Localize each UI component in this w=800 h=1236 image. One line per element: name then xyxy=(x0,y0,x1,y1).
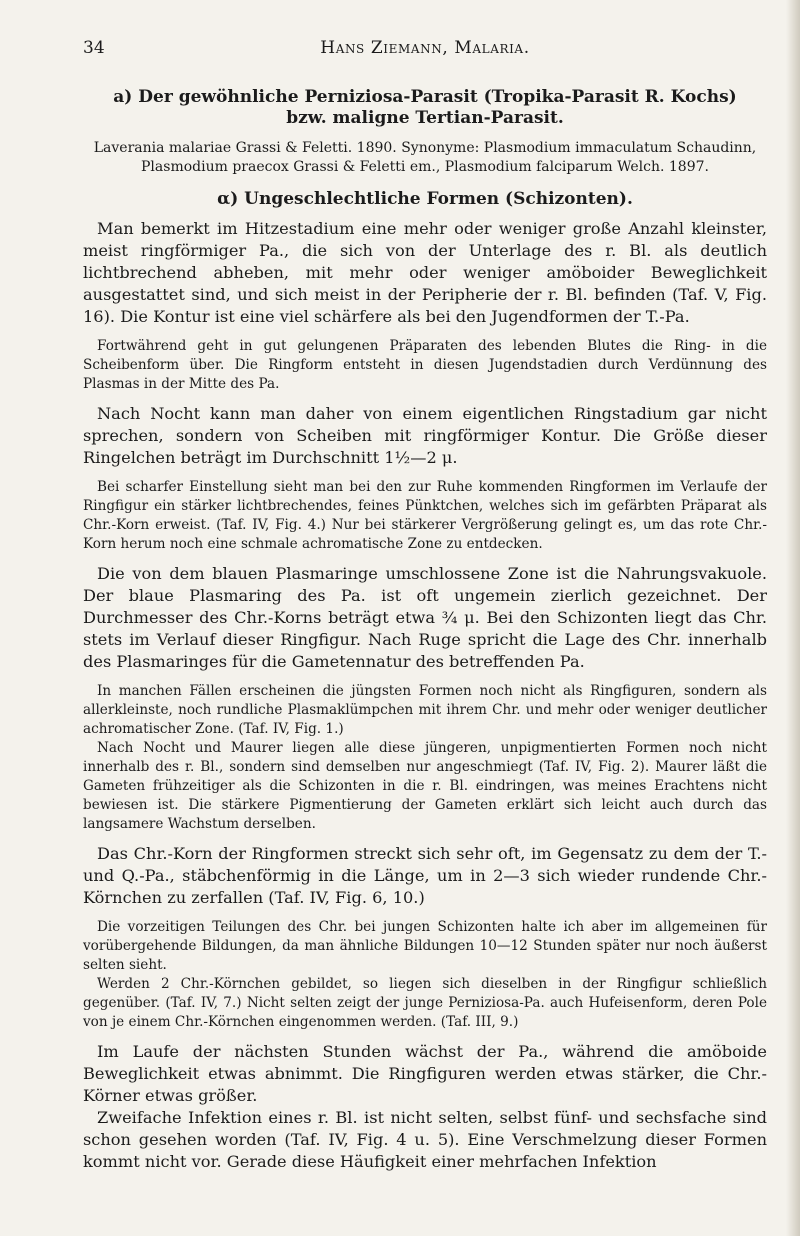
running-head xyxy=(83,38,767,62)
synonyms xyxy=(83,139,767,176)
paragraph: Nach Nocht und Maurer liegen alle diese jüngeren, unpigmentierten Formen noch nicht innerhalb des r. Bl., sondern sind demselben nur angeschmiegt (Taf. IV, Fig. 2). Maurer läßt die Gameten frühzeitiger als die Schizonten in die r. Bl. eindringen, was meines Erachtens nicht bewiesen ist. Die stärkere Pigmentierung der Gameten erklärt sich leicht auch durch das langsamere Wachstum derselben. xyxy=(83,740,767,832)
running-title: Hans Ziemann, Malaria. xyxy=(320,38,530,58)
paragraph: Die von dem blauen Plasmaringe umschlossene Zone ist die Nahrungsvakuole. Der blaue Plasmaring des Pa. ist oft ungemein zierlich gezeichnet. Der Durchmesser des Chr.-Korns beträgt etwa ¾ μ. Bei den Schizonten liegt das Chr. stets im Verlauf dieser Ringfigur. Nach Ruge spricht die Lage des Chr. innerhalb des Plasmaringes für die Gametennatur des betreffenden Pa. xyxy=(83,564,767,671)
section-heading xyxy=(83,87,767,129)
paragraph: In manchen Fällen erscheinen die jüngsten Formen noch nicht als Ringfiguren, sondern als allerkleinste, noch rundliche Plasmaklümpchen mit ihrem Chr. und mehr oder weniger deutlicher achromatischer Zone. (Taf. IV, Fig. 1.) xyxy=(83,683,767,737)
synonyms-line-2: Plasmodium praecox Grassi & Feletti em., Plasmodium falciparum Welch. 1897. xyxy=(141,158,709,175)
paragraph: Im Laufe der nächsten Stunden wächst der Pa., während die amöboide Beweglichkeit etwas abnimmt. Die Ringfiguren werden etwas stärker, die Chr.-Körner etwas größer. xyxy=(83,1042,767,1105)
paragraph: Werden 2 Chr.-Körnchen gebildet, so liegen sich dieselben in der Ringfigur schließlich gegenüber. (Taf. IV, 7.) Nicht selten zeigt der junge Perniziosa-Pa. auch Hufeisenform, deren Pole von je einem Chr.-Körnchen eingenommen werden. (Taf. III, 9.) xyxy=(83,976,767,1030)
synonyms-line-1: Laverania malariae Grassi & Feletti. 1890. Synonyme: Plasmodium immaculatum Schaudinn, xyxy=(93,140,757,156)
section-heading-line-2: bzw. maligne Tertian-Parasit. xyxy=(286,108,564,128)
book-page xyxy=(83,38,767,1173)
page-edge-shadow xyxy=(786,0,800,1236)
section-heading-line-1: a) Der gewöhnliche Perniziosa-Parasit (Tropika-Parasit R. Kochs) xyxy=(113,87,737,107)
paragraph: Bei scharfer Einstellung sieht man bei den zur Ruhe kommenden Ringformen im Verlaufe der Ringfigur ein stärker lichtbrechendes, feines Pünktchen, welches sich im gefärbten Präparat als Chr.-Korn erweist. (Taf. IV, Fig. 4.) Nur bei stärkerer Vergrößerung gelingt es, um das rote Chr.-Korn herum noch eine schmale achromatische Zone zu entdecken. xyxy=(83,479,767,552)
paragraph: Nach Nocht kann man daher von einem eigentlichen Ringstadium gar nicht sprechen, sondern von Scheiben mit ringförmiger Kontur. Die Größe dieser Ringelchen beträgt im Durchschnitt 1½—2 μ. xyxy=(83,404,767,467)
paragraph: Die vorzeitigen Teilungen des Chr. bei jungen Schizonten halte ich aber im allgemeinen für vorübergehende Bildungen, da man ähnliche Bildungen 10—12 Stunden später nur noch äußerst selten sieht. xyxy=(83,919,767,973)
paragraph: Man bemerkt im Hitzestadium eine mehr oder weniger große Anzahl kleinster, meist ringförmiger Pa., die sich von der Unterlage des r. Bl. als deutlich lichtbrechend abheben, mit mehr oder weniger amöboider Beweglichkeit ausgestattet sind, und sich meist in der Peripherie der r. Bl. befinden (Taf. V, Fig. 16). Die Kontur ist eine viel schärfere als bei den Jugendformen der T.-Pa. xyxy=(83,219,767,326)
page-number: 34 xyxy=(83,38,105,58)
paragraph: Zweifache Infektion eines r. Bl. ist nicht selten, selbst fünf- und sechsfache sind schon gesehen worden (Taf. IV, Fig. 4 u. 5). Eine Verschmelzung dieser Formen kommt nicht vor. Gerade diese Häufigkeit einer mehrfachen Infektion xyxy=(83,1108,767,1171)
paragraph: Fortwährend geht in gut gelungenen Präparaten des lebenden Blutes die Ring- in die Scheibenform über. Die Ringform entsteht in diesen Jugendstadien durch Verdünnung des Plasmas in der Mitte des Pa. xyxy=(83,338,767,392)
subheading: α) Ungeschlechtliche Formen (Schizonten). xyxy=(217,189,633,209)
paragraph: Das Chr.-Korn der Ringformen streckt sich sehr oft, im Gegensatz zu dem der T.- und Q.-Pa., stäbchenförmig in die Länge, um in 2—3 sich wieder rundende Chr.-Körnchen zu zerfallen (Taf. IV, Fig. 6, 10.) xyxy=(83,844,767,907)
